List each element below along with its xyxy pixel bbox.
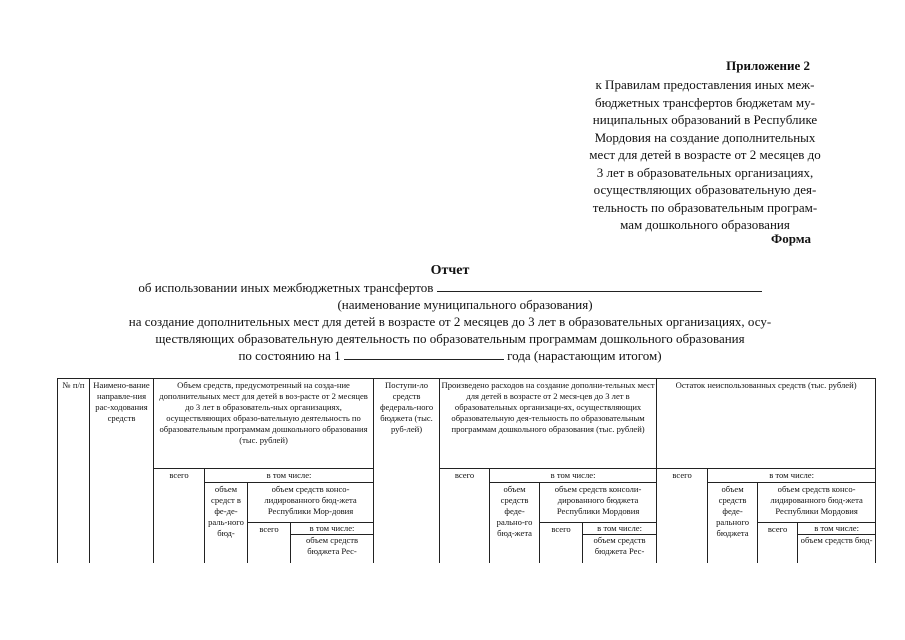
planned-including: в том числе:	[205, 469, 374, 483]
report-line-2: (наименование муниципального образования)	[337, 297, 593, 312]
date-blank[interactable]	[344, 348, 504, 360]
appendix-line: тельность по образовательным програм-	[592, 199, 818, 215]
appendix-line: 3 лет в образовательных организациях,	[596, 164, 814, 180]
appendix-line: ниципальных образований в Республике	[592, 112, 818, 127]
appendix-line: осуществляющих образовательную дея-	[593, 182, 817, 197]
appendix-line: к Правилам предоставления иных меж-	[595, 77, 815, 92]
spent-consolidated: объем средств консоли-дированного бюджета Республики Мордовия	[540, 483, 657, 523]
appendix-title: Приложение 2	[726, 58, 810, 73]
appendix-line: Мордовия на создание дополнительных	[594, 129, 816, 145]
report-line-4: ществляющих образовательную деятельность по образовательным программам дошкольного образования	[155, 331, 745, 346]
remaining-consolidated-total: всего	[758, 523, 798, 563]
header-spent: Произведено расходов на создание дополни-тельных мест для детей в возрасте от 2 меся-цев до 3 лет в образовательных организаци-ях, осуществляющих образовательную дея-тельность по образовательным программам дошкольного образования (тыс. рублей)	[440, 379, 657, 469]
spent-including-cell	[583, 523, 657, 563]
header-direction: Наимено-вание направле-ния рас-ходования средств	[90, 379, 154, 563]
remaining-republic: объем средств бюд-	[800, 535, 873, 545]
report-line-5	[60, 347, 840, 364]
remaining-total: всего	[657, 469, 708, 563]
report-line-1	[60, 279, 840, 296]
report-header	[60, 262, 840, 364]
remaining-federal: объем средств феде-рального бюджета	[708, 483, 758, 563]
header-received: Поступи-ло средств федераль-ного бюджета (тыс. руб-лей)	[374, 379, 440, 563]
report-line-3: на создание дополнительных мест для детей в возрасте от 2 месяцев до 3 лет в образовательных организациях, осу-	[128, 314, 772, 329]
report-transfers-text: об использовании иных межбюджетных трансфертов	[138, 280, 434, 295]
form-label: Форма	[771, 231, 811, 246]
spent-consolidated-total: всего	[540, 523, 583, 563]
appendix-block	[560, 58, 850, 234]
planned-consolidated-total: всего	[248, 523, 291, 563]
report-title: Отчет	[430, 263, 470, 278]
report-date-suffix: года (нарастающим итогом)	[507, 348, 662, 363]
planned-consolidated: объем средств консо-лидированного бюд-жета Республики Мор-довия	[248, 483, 374, 523]
spent-including-sub: в том числе:	[583, 523, 656, 535]
spent-total: всего	[440, 469, 490, 563]
municipality-blank[interactable]	[437, 280, 762, 292]
planned-including-cell	[291, 523, 374, 563]
spent-including: в том числе:	[490, 469, 657, 483]
remaining-including-sub: в том числе:	[798, 523, 875, 535]
planned-federal: объем средст в фе-де-раль-ного бюд-	[205, 483, 248, 563]
header-num: № п/п	[58, 379, 90, 563]
appendix-line: бюджетных трансфертов бюджетам му-	[595, 94, 815, 110]
header-planned: Объем средств, предусмотренный на созда-ние дополнительных мест для детей в воз-расте от 2 месяцев до 3 лет в образователь-ных организациях, осуществляющих образо-вательную деятельность по образовательным программам дошкольного образования (тыс. рублей)	[154, 379, 374, 469]
spent-federal: объем средств феде-рально-го бюд-жета	[490, 483, 540, 563]
planned-total: всего	[154, 469, 205, 563]
remaining-including: в том числе:	[708, 469, 876, 483]
planned-including-sub: в том числе:	[291, 523, 373, 535]
report-date-prefix: по состоянию на 1	[238, 348, 341, 363]
planned-republic: объем средств бюджета Рес-	[305, 535, 359, 556]
appendix-line: мест для детей в возрасте от 2 месяцев до	[589, 147, 821, 162]
remaining-consolidated: объем средств консо-лидированного бюд-жета Республики Мордовия	[758, 483, 876, 523]
remaining-including-cell	[798, 523, 876, 563]
report-table	[57, 378, 876, 563]
header-remaining: Остаток неиспользованных средств (тыс. рублей)	[657, 379, 876, 469]
appendix-line: мам дошкольного образования	[620, 217, 790, 232]
spent-republic: объем средств бюджета Рес-	[593, 535, 646, 556]
